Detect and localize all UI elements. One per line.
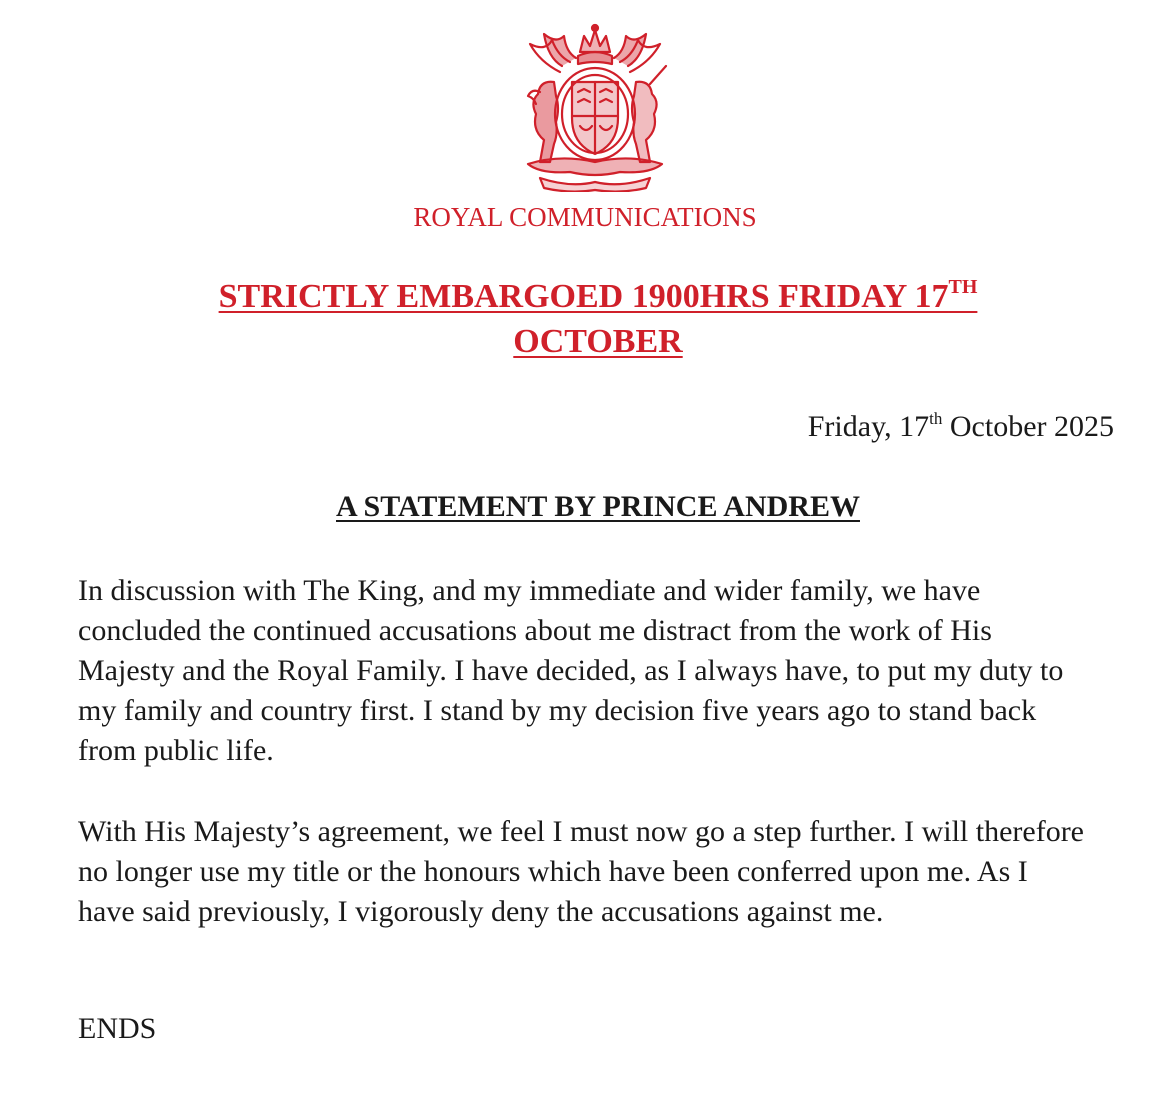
statement-paragraph-2: With His Majesty’s agreement, we feel I must now go a step further. I will therefore no longer use my title or the honours which have been conferred upon me. As I have said previously, I vigorously deny the accusations against me.	[78, 815, 1084, 928]
release-date: Friday, 17th October 2025	[807, 409, 1114, 443]
ends-marker: ENDS	[78, 1012, 157, 1045]
embargo-line-2: OCTOBER	[513, 323, 683, 360]
statement-paragraph-1: In discussion with The King, and my immediate and wider family, we have concluded the continued accusations about me distract from the work of His Majesty and the Royal Family. I have decided, as I always have, to put my duty to my family and country first. I stand by my decision five years ago to stand back from public life.	[78, 574, 1064, 767]
statement-title: A STATEMENT BY PRINCE ANDREW	[336, 490, 860, 523]
organisation-name: ROYAL COMMUNICATIONS	[413, 202, 757, 232]
royal-coat-of-arms-icon	[500, 22, 690, 192]
embargo-notice	[0, 274, 1170, 364]
embargo-line-1: STRICTLY EMBARGOED 1900HRS FRIDAY 17TH	[218, 276, 978, 315]
